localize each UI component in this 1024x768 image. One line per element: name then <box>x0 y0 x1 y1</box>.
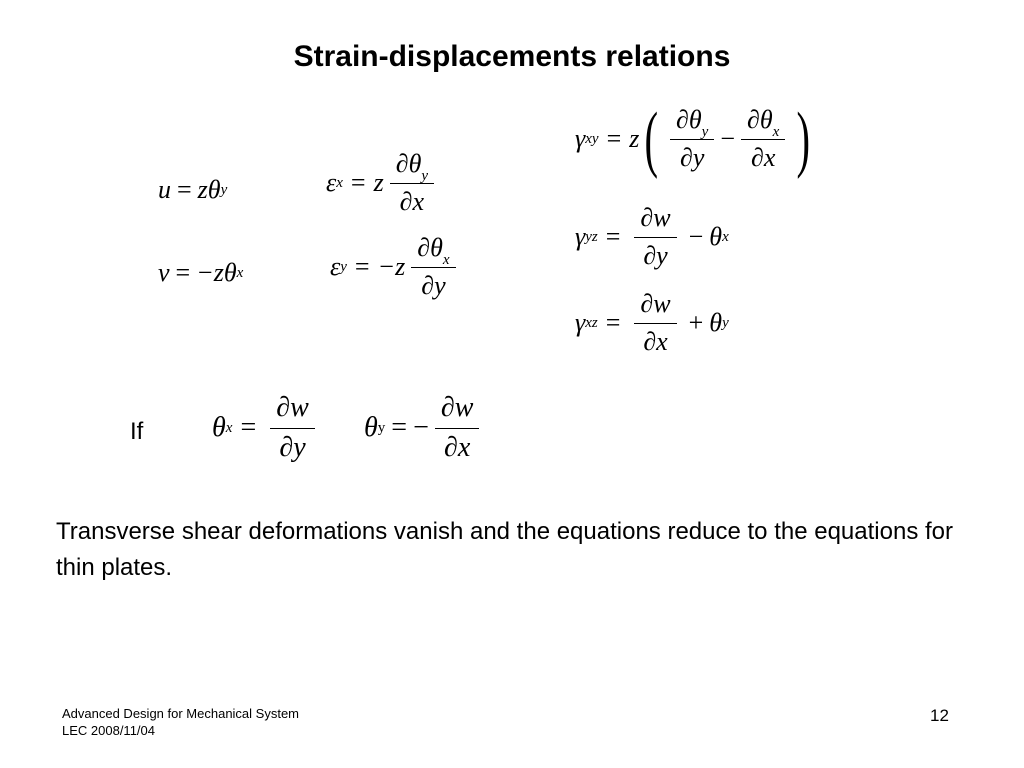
eq-strain-y: ε y = −z $\frac{\partial\theta_x}{\partial y}$ <box>330 234 462 300</box>
condition-label: If <box>130 418 144 445</box>
eq-gxy-f2-partial: ∂ <box>747 104 760 134</box>
eq-gxy-f1-den: ∂y <box>679 142 705 172</box>
eq-epsy-partial: ∂ <box>417 233 431 262</box>
eq-gyz-fraction <box>634 204 676 270</box>
eq-thy-sign: − <box>413 412 429 444</box>
eq-gxy-f2-den: ∂x <box>750 142 776 172</box>
eq-epsy-den: ∂y <box>421 270 446 300</box>
eq-v-equals: = <box>175 258 191 287</box>
eq-gxz-fraction <box>634 290 676 356</box>
eq-gyz-num: ∂w <box>634 204 676 238</box>
eq-gxy-f2-sub: x <box>772 123 780 140</box>
eq-v-coef: −z <box>196 258 224 287</box>
eq-gxy-f2-theta: θ <box>759 104 773 134</box>
eq-thy-sym: θ <box>364 412 378 444</box>
eq-theta-y: θ y = − $\frac{\partial w}{\partial x}$ <box>364 393 485 464</box>
eq-u-theta: θ <box>207 175 221 204</box>
eq-v-lhs: v <box>158 258 170 287</box>
eq-strain-x: ε x = z $\frac{\partial\theta_y}{\partial x}$ <box>326 150 440 216</box>
eq-shear-xy: γ xy = z ( $\frac{\partial\theta_y}{\partial y}$ − $\frac{\partial\theta_x}{\partial x}$ ) <box>575 98 811 180</box>
eq-gxy-rparen: ) <box>796 98 811 180</box>
footer-course: Advanced Design for Mechanical System LEC 2008/11/04 <box>62 706 300 738</box>
eq-epsx-fraction <box>390 150 434 216</box>
eq-epsy-theta: θ <box>430 233 443 262</box>
eq-thy-den: ∂x <box>443 431 471 463</box>
eq-epsx-sym: ε <box>326 168 337 198</box>
eq-epsx-equals: = <box>350 168 366 198</box>
eq-epsy-fraction <box>411 234 455 300</box>
eq-thx-equals: = <box>240 412 257 444</box>
body-text: Transverse shear deformations vanish and the equations reduce to the equations for thin plates. <box>56 518 953 581</box>
eq-gyz-equals: = <box>605 222 621 252</box>
eq-epsy-coef: −z <box>377 252 406 282</box>
eq-epsx-partial: ∂ <box>395 149 409 178</box>
eq-u-displacement: u = z θ y <box>158 175 228 204</box>
eq-theta-x: θ x = $\frac{\partial w}{\partial y}$ <box>212 393 321 464</box>
eq-u-lhs: u <box>158 175 171 204</box>
eq-u-coef: z <box>197 175 208 204</box>
eq-thx-sym: θ <box>212 412 226 444</box>
eq-gxy-fraction-2 <box>741 106 785 172</box>
eq-gxz-op: + <box>688 308 704 338</box>
eq-epsx-coef: z <box>373 168 384 198</box>
eq-gxy-sym: γ <box>575 124 586 153</box>
eq-gxy-f1-theta: θ <box>688 104 702 134</box>
eq-epsy-equals: = <box>354 252 370 282</box>
eq-gxy-coef: z <box>629 124 640 153</box>
eq-shear-yz: γ yz = $\frac{\partial w}{\partial y}$ − θ x <box>575 203 729 270</box>
eq-gxy-f1-sub: y <box>701 123 709 140</box>
eq-gyz-theta: θ <box>709 222 723 252</box>
eq-epsx-theta: θ <box>408 149 422 178</box>
eq-gxy-fraction-1 <box>670 106 714 172</box>
page-number: 12 <box>930 706 949 725</box>
eq-gyz-op: − <box>688 222 704 252</box>
eq-gxz-den: ∂x <box>643 326 668 356</box>
eq-thy-fraction <box>435 393 480 464</box>
eq-epsx-den: ∂x <box>399 186 425 216</box>
eq-gxz-equals: = <box>605 308 621 338</box>
eq-thx-fraction <box>270 393 315 464</box>
eq-v-displacement: v = −z θ x <box>158 258 244 287</box>
eq-gyz-sym: γ <box>575 222 586 252</box>
eq-thy-equals: = <box>391 412 408 444</box>
eq-shear-xz: γ xz = $\frac{\partial w}{\partial x}$ + θ y <box>575 289 729 356</box>
eq-thx-den: ∂y <box>279 431 306 463</box>
eq-gxz-sym: γ <box>575 308 586 338</box>
eq-gxy-lparen: ( <box>644 98 659 180</box>
eq-thx-num: ∂w <box>270 393 315 429</box>
eq-gxy-equals: = <box>606 124 622 153</box>
eq-u-equals: = <box>177 175 192 204</box>
eq-epsy-num-sub: x <box>442 252 450 268</box>
eq-gxy-minus: − <box>720 124 736 153</box>
eq-v-theta: θ <box>223 258 237 287</box>
eq-epsy-sym: ε <box>330 252 341 282</box>
eq-thy-num: ∂w <box>435 393 480 429</box>
eq-gxy-f1-partial: ∂ <box>676 104 689 134</box>
slide-title: Strain-displacements relations <box>293 40 731 73</box>
eq-gxz-num: ∂w <box>634 290 676 324</box>
eq-gxz-theta: θ <box>709 308 723 338</box>
eq-gyz-den: ∂y <box>643 240 668 270</box>
eq-epsx-num-sub: y <box>421 168 429 184</box>
